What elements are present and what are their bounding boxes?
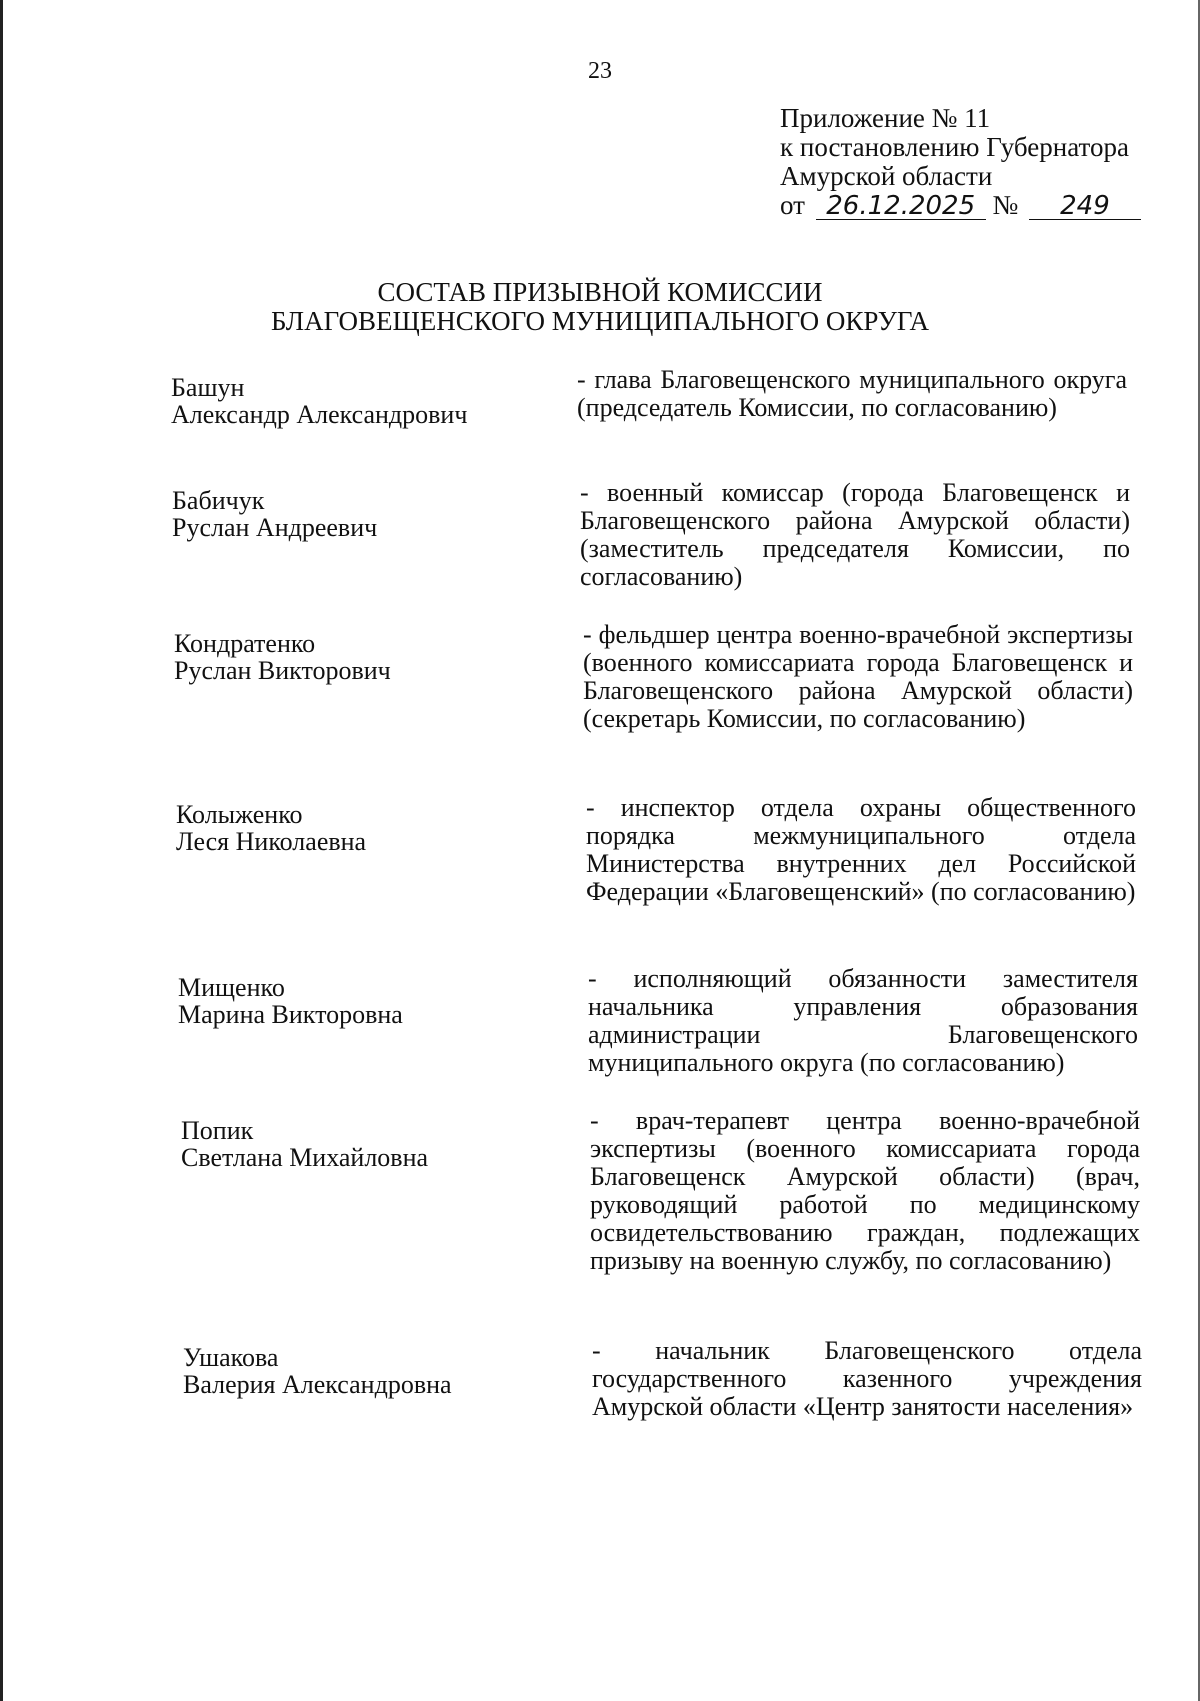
member-name	[176, 801, 556, 855]
handwritten-number: 249	[1029, 193, 1141, 220]
member-given-names: Руслан Андреевич	[172, 513, 378, 542]
member-name	[178, 974, 558, 1028]
member-name	[171, 374, 551, 428]
number-prefix: №	[992, 190, 1019, 220]
member-surname: Ушакова	[183, 1343, 279, 1372]
member-given-names: Марина Викторовна	[178, 1000, 403, 1029]
member-role: - глава Благовещенского муниципального округа (председатель Комиссии, по согласованию)	[577, 365, 1127, 422]
handwritten-date: 26.12.2025	[816, 193, 986, 220]
member-given-names: Руслан Викторович	[174, 656, 391, 685]
member-role: - начальник Благовещенского отдела государственного казенного учреждения Амурской области «Центр занятости населения»	[592, 1336, 1142, 1421]
member-name	[181, 1117, 561, 1171]
member-role: - инспектор отдела охраны общественного порядка межмуниципального отдела Министерства внутренних дел Российской Федерации «Благовещенский» (по согласованию)	[586, 793, 1136, 906]
member-given-names: Светлана Михайловна	[181, 1143, 429, 1172]
member-surname: Попик	[181, 1116, 254, 1145]
member-name	[172, 487, 552, 541]
member-name	[183, 1344, 563, 1398]
member-surname: Кондратенко	[174, 629, 316, 658]
title-line-2: БЛАГОВЕЩЕНСКОГО МУНИЦИПАЛЬНОГО ОКРУГА	[270, 306, 930, 336]
member-role: - фельдшер центра военно-врачебной экспертизы (военного комиссариата города Благовещенск и Благовещенского района Амурской области) (секретарь Комиссии, по согласованию)	[583, 620, 1133, 733]
member-name	[174, 630, 554, 684]
appendix-line-1: Приложение № 11	[780, 103, 991, 133]
member-given-names: Валерия Александровна	[183, 1370, 452, 1399]
member-surname: Башун	[171, 373, 245, 402]
member-given-names: Леся Николаевна	[176, 827, 367, 856]
date-prefix: от	[780, 190, 805, 220]
appendix-line-3: Амурской области	[780, 161, 993, 191]
member-role: - врач-терапевт центра военно-врачебной экспертизы (военного комиссариата города Благовещенск Амурской области) (врач, руководящий работой по медицинскому освидетельствованию граждан, подлежащих призыву на военную службу, по согласованию)	[590, 1106, 1140, 1275]
member-given-names: Александр Александрович	[171, 400, 468, 429]
member-role: - исполняющий обязанности заместителя начальника управления образования администрации Благовещенского муниципального округа (по согласованию)	[588, 964, 1138, 1077]
page-number: 23	[588, 58, 612, 84]
member-role: - военный комиссар (города Благовещенск и Благовещенского района Амурской области) (заместитель председателя Комиссии, по согласованию)	[580, 478, 1130, 591]
title-line-1: СОСТАВ ПРИЗЫВНОЙ КОМИССИИ	[377, 277, 823, 307]
appendix-line-2: к постановлению Губернатора	[780, 132, 1129, 162]
member-surname: Мищенко	[178, 973, 285, 1002]
member-surname: Бабичук	[172, 486, 265, 515]
member-surname: Колыженко	[176, 800, 303, 829]
